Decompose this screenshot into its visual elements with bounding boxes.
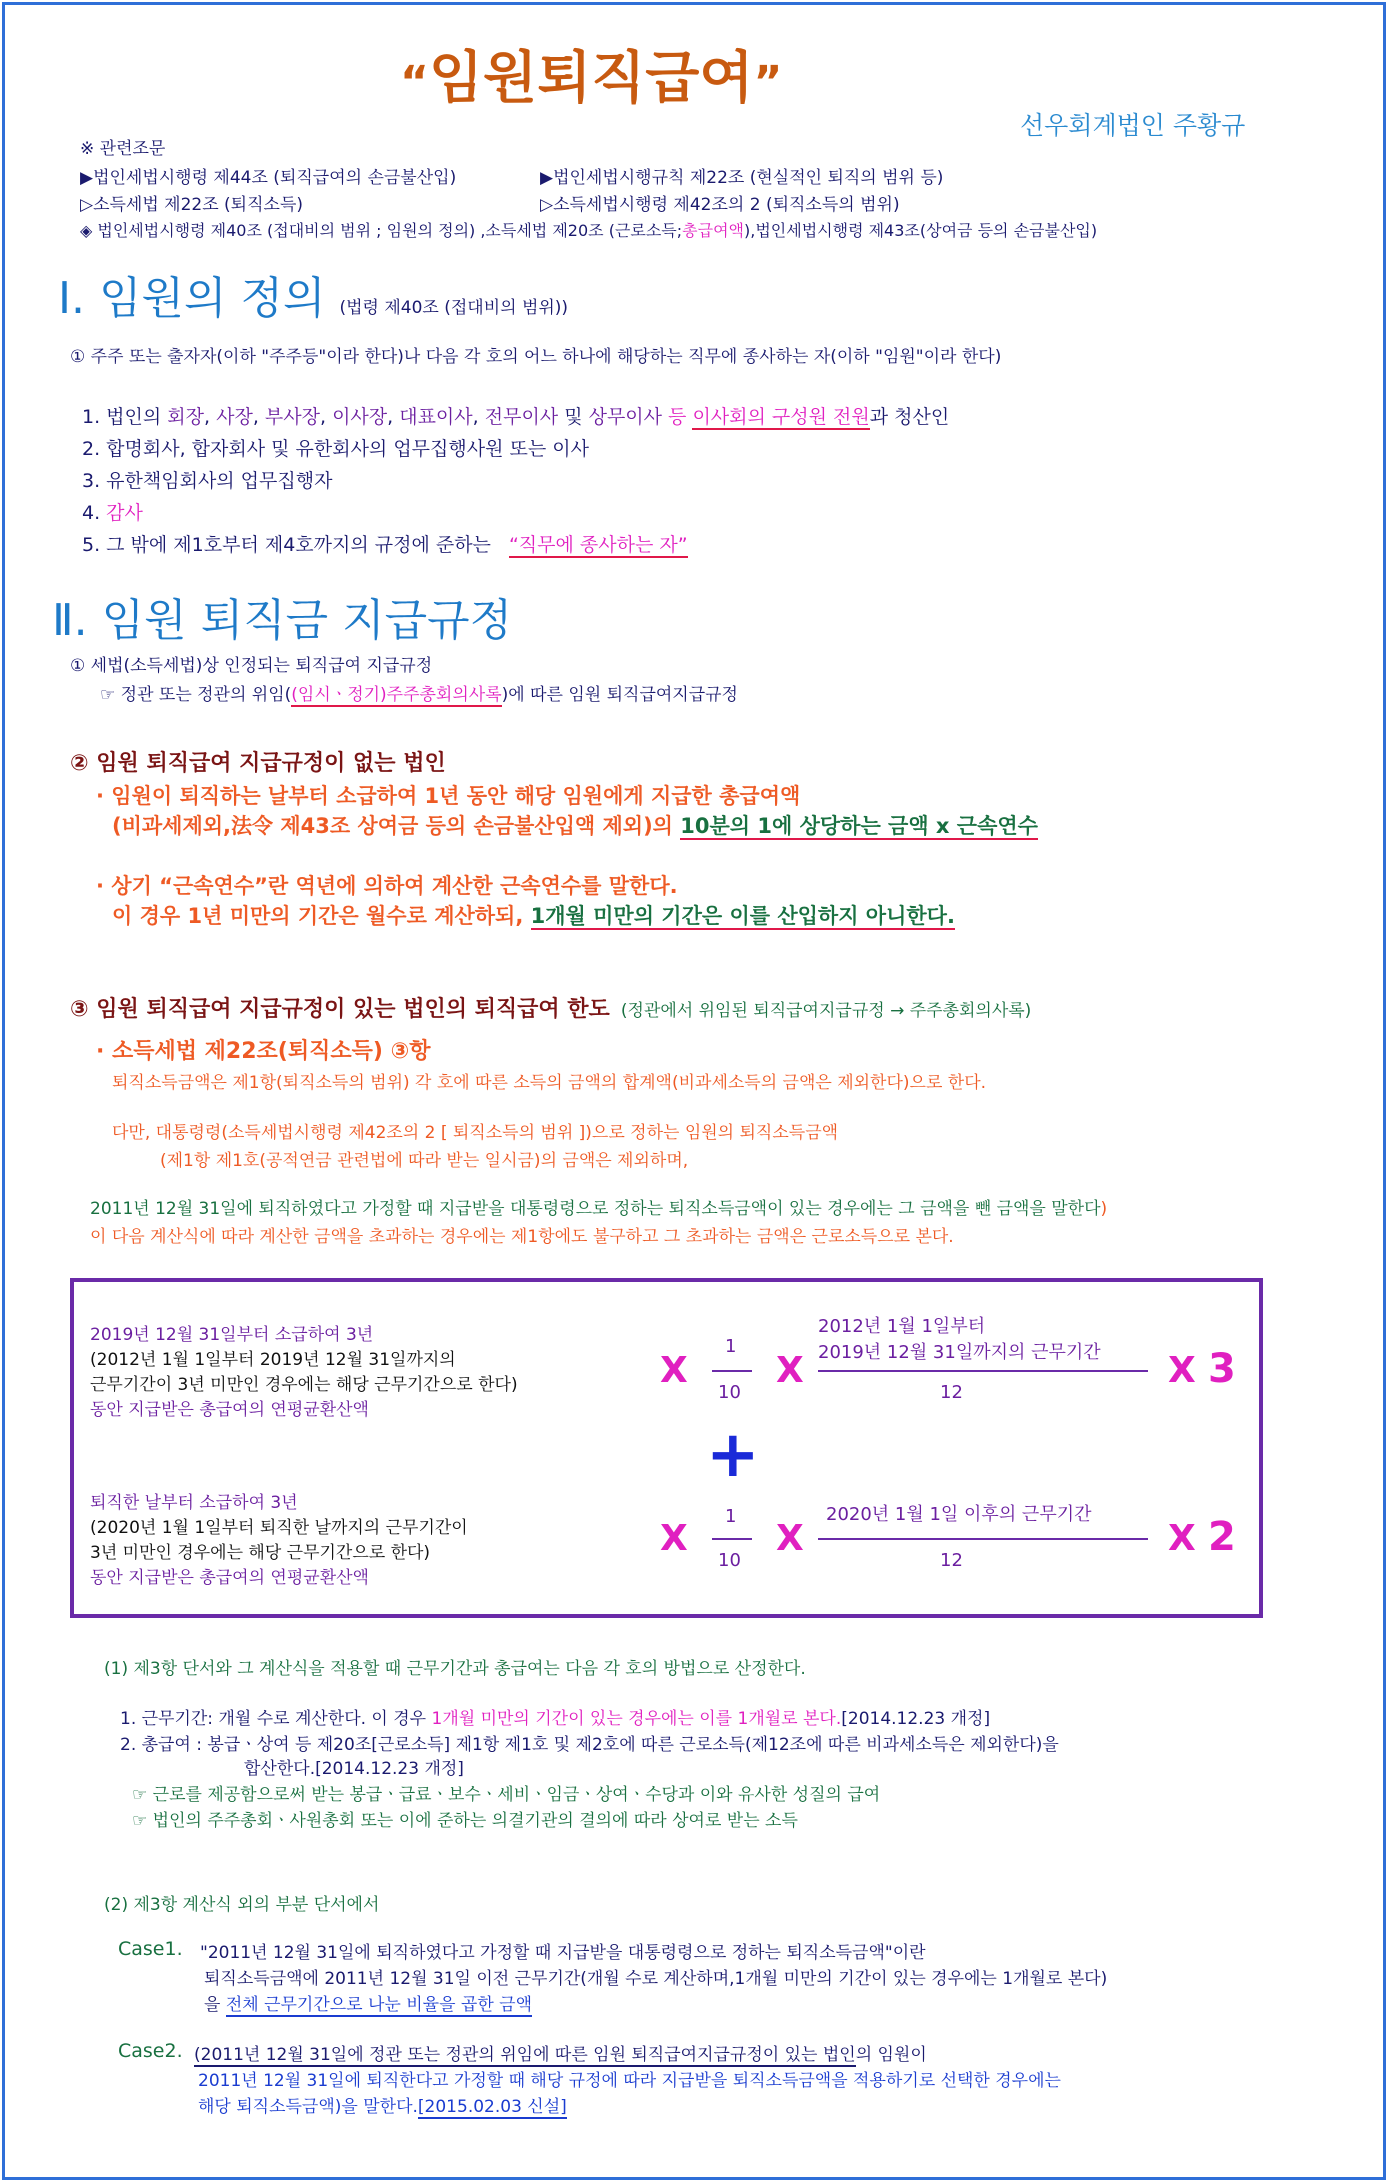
case-1-line-3-prefix: 을 [204, 1995, 226, 2015]
note-1-item-3: ☞ 근로를 제공함으로써 받는 봉급ㆍ급료ㆍ보수ㆍ세비ㆍ임금ㆍ상여ㆍ수당과 이와 유사한 성질의 급여 [132, 1785, 881, 1805]
rule-3-line-5 [90, 1194, 1107, 1219]
note-2: (2) 제3항 계산식 외의 부분 단서에서 [104, 1895, 380, 1915]
multiply-symbol: X [1168, 1518, 1196, 1559]
rule-3-line-6: 이 다음 계산식에 따라 계산한 금액을 초과하는 경우에는 제1항에도 불구하고 그 초과하는 금액은 근로소득으로 본다. [90, 1227, 954, 1247]
multiply-symbol: X [776, 1350, 804, 1391]
page-title [400, 34, 782, 114]
rule-2-formula: 10분의 1에 상당하는 금액 x 근속연수 [680, 814, 1038, 838]
definition-item-1 [82, 402, 949, 429]
item-1-president: 사장 [216, 406, 253, 428]
rule-2-line-4-prefix: 이 경우 1년 미만의 기간은 월수로 계산하되, [112, 904, 531, 928]
formula-b-line-3: 3년 미만인 경우에는 해당 근무기간으로 한다) [90, 1543, 431, 1563]
formula-a-line-1: 2019년 12월 31일부터 소급하여 3년 [90, 1325, 374, 1345]
rule-2-line-1: · 임원이 퇴직하는 날부터 소급하여 1년 동안 해당 임원에게 지급한 총급여액 [96, 784, 801, 808]
rule-2-line-3: · 상기 “근속연수”란 역년에 의하여 계산한 근속연수를 말한다. [96, 874, 678, 898]
rule-1-sub [100, 680, 738, 705]
fraction-b2-numerator: 2020년 1월 1일 이후의 근무기간 [826, 1504, 1092, 1525]
item-5-prefix: 5. 그 밖에 제1호부터 제4호까지의 규정에 준하는 [82, 534, 497, 556]
formula-b-line-1: 퇴직한 날부터 소급하여 3년 [90, 1493, 298, 1513]
title-text: 임원퇴직급여 [428, 46, 754, 111]
item-4-prefix: 4. [82, 502, 107, 524]
rule-1: ① 세법(소득세법)상 인정되는 퇴직급여 지급규정 [70, 656, 433, 676]
fraction-a1-bar [712, 1370, 752, 1372]
item-1-and: 및 [558, 406, 589, 428]
section-1-title: Ⅰ. 임원의 정의 [58, 273, 326, 324]
ref-3-part2: ),법인세법시행령 제43조(상여금 등의 손금불산입) [744, 221, 1098, 240]
rule-3-heading [70, 992, 1031, 1023]
formula-b-line-2: (2020년 1월 1일부터 퇴직한 날까지의 근무기간이 [90, 1518, 468, 1538]
case-1-line-2: 퇴직소득금액에 2011년 12월 31일 이전 근무기간(개월 수로 계산하며,1개월 미만의 기간이 있는 경우에는 1개월로 본다) [204, 1969, 1108, 1989]
item-1-ceo: 대표이사 [399, 406, 473, 428]
section-1-note: (법령 제40조 (접대비의 범위)) [339, 298, 569, 318]
fraction-b2-bar [818, 1538, 1148, 1540]
case-1-label: Case1. [118, 1938, 183, 1960]
rule-1-sub-prefix: ☞ 정관 또는 정관의 위임( [100, 685, 292, 705]
ref-2b: ▷소득세법시행령 제42조의 2 (퇴직소득의 범위) [540, 195, 900, 215]
item-1-sep: , [252, 406, 265, 428]
rule-2-line-2 [112, 810, 1038, 840]
multiplier-3: 3 [1208, 1346, 1236, 1392]
rule-3-line-5-text: 2011년 12월 31일에 퇴직하였다고 가정할 때 지급받을 대통령령으로 정하는 퇴직소득금액이 있는 경우에는 그 금액을 뺀 금액을 말한다 [90, 1199, 1101, 1219]
multiply-symbol: X [776, 1518, 804, 1559]
fraction-a2-bar [818, 1370, 1148, 1372]
note-1-item-2: 2. 총급여 : 봉급ㆍ상여 등 제20조[근로소득] 제1항 제1호 및 제2호에 따른 근로소득(제12조에 따른 비과세소득은 제외한다)을 [120, 1735, 1059, 1755]
case-2-line-1-underlined: (2011년 12월 31일에 정관 또는 정관의 위임에 따른 임원 퇴직급여지급규정이 있는 법인 [194, 2045, 856, 2065]
section-1-heading [58, 262, 568, 326]
note-1-item-1-emphasis: 1개월 미만의 기간이 있는 경우에는 이를 1개월로 본다. [431, 1709, 842, 1729]
rule-3-line-1: · 소득세법 제22조(퇴직소득) ③항 [96, 1039, 431, 1064]
rule-1-sub-suffix: )에 따른 임원 퇴직급여지급규정 [501, 685, 738, 705]
rule-3-line-2: 퇴직소득금액은 제1항(퇴직소득의 범위) 각 호에 따른 소득의 금액의 합계액(비과세소득의 금액은 제외한다)으로 한다. [112, 1073, 987, 1093]
definition-item-5 [82, 530, 688, 557]
case-2-line-1 [194, 2040, 927, 2065]
case-2-line-3-text: 해당 퇴직소득금액)을 말한다. [198, 2097, 418, 2117]
note-1-item-2-cont: 합산한다.[2014.12.23 개정] [244, 1759, 464, 1779]
fraction-b1-denominator: 10 [718, 1550, 741, 1571]
section-1-intro: ① 주주 또는 출자자(이하 "주주등"이라 한다)나 다음 각 호의 어느 하나에 해당하는 직무에 종사하는 자(이하 "임원"이라 한다) [70, 347, 1002, 367]
item-5-duty-person: “직무에 종사하는 자” [508, 534, 688, 556]
multiply-symbol: X [660, 1518, 688, 1559]
item-1-managing-director: 상무이사 [588, 406, 663, 428]
item-1-sep: , [472, 406, 485, 428]
fraction-a2-denominator: 12 [940, 1382, 963, 1403]
case-2-label: Case2. [118, 2040, 183, 2062]
item-1-etc: 등 [662, 406, 693, 428]
case-2-line-3 [198, 2092, 567, 2117]
multiply-symbol: X [1168, 1350, 1196, 1391]
item-1-senior-director: 전무이사 [484, 406, 559, 428]
rule-2-line-2-prefix: (비과세제외,法令 제43조 상여금 등의 손금불산입액 제외)의 [112, 814, 681, 838]
item-1-board-chair: 이사장 [332, 406, 388, 428]
case-1-line-3 [204, 1990, 532, 2015]
item-1-vice-president: 부사장 [264, 406, 320, 428]
case-1-ratio: 전체 근무기간으로 나눈 비율을 곱한 금액 [225, 1995, 533, 2015]
formula-a-line-3: 근무기간이 3년 미만인 경우에는 해당 근무기간으로 한다) [90, 1375, 518, 1395]
title-quote-close: ” [753, 57, 783, 108]
rule-3-title: ③ 임원 퇴직급여 지급규정이 있는 법인의 퇴직급여 한도 [70, 997, 610, 1022]
ref-2a: ▷소득세법 제22조 (퇴직소득) [80, 195, 303, 215]
rule-3-line-3: 다만, 대통령령(소득세법시행령 제42조의 2 [ 퇴직소득의 범위 ])으로 정하는 임원의 퇴직소득금액 [112, 1123, 839, 1143]
case-2-line-1-suffix: 의 임원이 [855, 2045, 927, 2065]
rule-1-sub-minutes: (임시ㆍ정기)주주총회의사록 [291, 685, 502, 705]
title-quote-open: “ [400, 57, 429, 108]
author: 선우회계법인 주황규 [1020, 111, 1246, 140]
fraction-b1-numerator: 1 [725, 1506, 737, 1527]
fraction-b1-bar [712, 1538, 752, 1540]
item-1-board-members: 이사회의 구성원 전원 [692, 406, 870, 428]
multiply-symbol: X [660, 1350, 688, 1391]
plus-symbol: + [706, 1418, 760, 1492]
ref-3 [80, 218, 1097, 241]
fraction-a1-numerator: 1 [725, 1336, 737, 1357]
refs-header: ※ 관련조문 [80, 139, 166, 159]
formula-a-line-4: 동안 지급받은 총급여의 연평균환산액 [90, 1400, 369, 1420]
item-1-prefix: 1. 법인의 [82, 406, 168, 428]
ref-1a: ▶법인세법시행령 제44조 (퇴직급여의 손금불산입) [80, 168, 457, 188]
case-2-date: [2015.02.03 신설] [417, 2097, 567, 2117]
note-1-item-1 [120, 1704, 990, 1729]
note-1-item-1-date: [2014.12.23 개정] [841, 1709, 991, 1729]
fraction-a2-numerator-1: 2012년 1월 1일부터 [818, 1316, 986, 1337]
fraction-a1-denominator: 10 [718, 1382, 741, 1403]
rule-2-line-4-emphasis: 1개월 미만의 기간은 이를 산입하지 아니한다. [530, 904, 955, 928]
ref-3-part1: ◈ 법인세법시행령 제40조 (접대비의 범위 ; 임원의 정의) ,소득세법 제20조 (근로소득; [80, 221, 683, 240]
note-1-item-4: ☞ 법인의 주주총회ㆍ사원총회 또는 이에 준하는 의결기관의 결의에 따라 상여로 받는 소득 [132, 1811, 798, 1831]
item-1-sep: , [319, 406, 333, 428]
item-1-chairman: 회장 [167, 406, 204, 428]
item-4-auditor: 감사 [106, 502, 143, 524]
fraction-b2-denominator: 12 [940, 1550, 963, 1571]
note-1: (1) 제3항 단서와 그 계산식을 적용할 때 근무기간과 총급여는 다음 각 호의 방법으로 산정한다. [104, 1659, 806, 1679]
rule-2-heading: ② 임원 퇴직급여 지급규정이 없는 법인 [70, 751, 446, 776]
item-1-suffix: 과 청산인 [869, 406, 950, 428]
rule-3-line-4: (제1항 제1호(공적연금 관련법에 따라 받는 일시금)의 금액은 제외하며, [160, 1151, 689, 1171]
case-2-line-2: 2011년 12월 31일에 퇴직한다고 가정할 때 해당 규정에 따라 지급받을 퇴직소득금액을 적용하기로 선택한 경우에는 [198, 2071, 1061, 2091]
definition-item-3: 3. 유한책임회사의 업무집행자 [82, 470, 333, 492]
rule-3-note: (정관에서 위임된 퇴직급여지급규정 → 주주총회의사록) [620, 1001, 1032, 1021]
formula-b-line-4: 동안 지급받은 총급여의 연평균환산액 [90, 1568, 369, 1588]
rule-2-line-4 [112, 900, 955, 930]
formula-a-line-2: (2012년 1월 1일부터 2019년 12월 31일까지의 [90, 1350, 456, 1370]
case-1-line-1: "2011년 12월 31일에 퇴직하였다고 가정할 때 지급받을 대통령령으로 정하는 퇴직소득금액"이란 [200, 1943, 926, 1963]
item-1-sep: , [387, 406, 400, 428]
section-2-heading: Ⅱ. 임원 퇴직금 지급규정 [52, 595, 513, 646]
ref-1b: ▶법인세법시행규칙 제22조 (현실적인 퇴직의 범위 등) [540, 168, 944, 188]
note-1-item-1-prefix: 1. 근무기간: 개월 수로 계산한다. 이 경우 [120, 1709, 432, 1729]
rule-3-line-5-end: ) [1100, 1199, 1108, 1219]
item-1-sep: , [204, 406, 217, 428]
definition-item-4 [82, 498, 143, 525]
multiplier-2: 2 [1208, 1514, 1236, 1560]
definition-item-2: 2. 합명회사, 합자회사 및 유한회사의 업무집행사원 또는 이사 [82, 438, 589, 460]
fraction-a2-numerator-2: 2019년 12월 31일까지의 근무기간 [818, 1342, 1101, 1363]
ref-3-highlight: 총급여액 [682, 221, 744, 240]
